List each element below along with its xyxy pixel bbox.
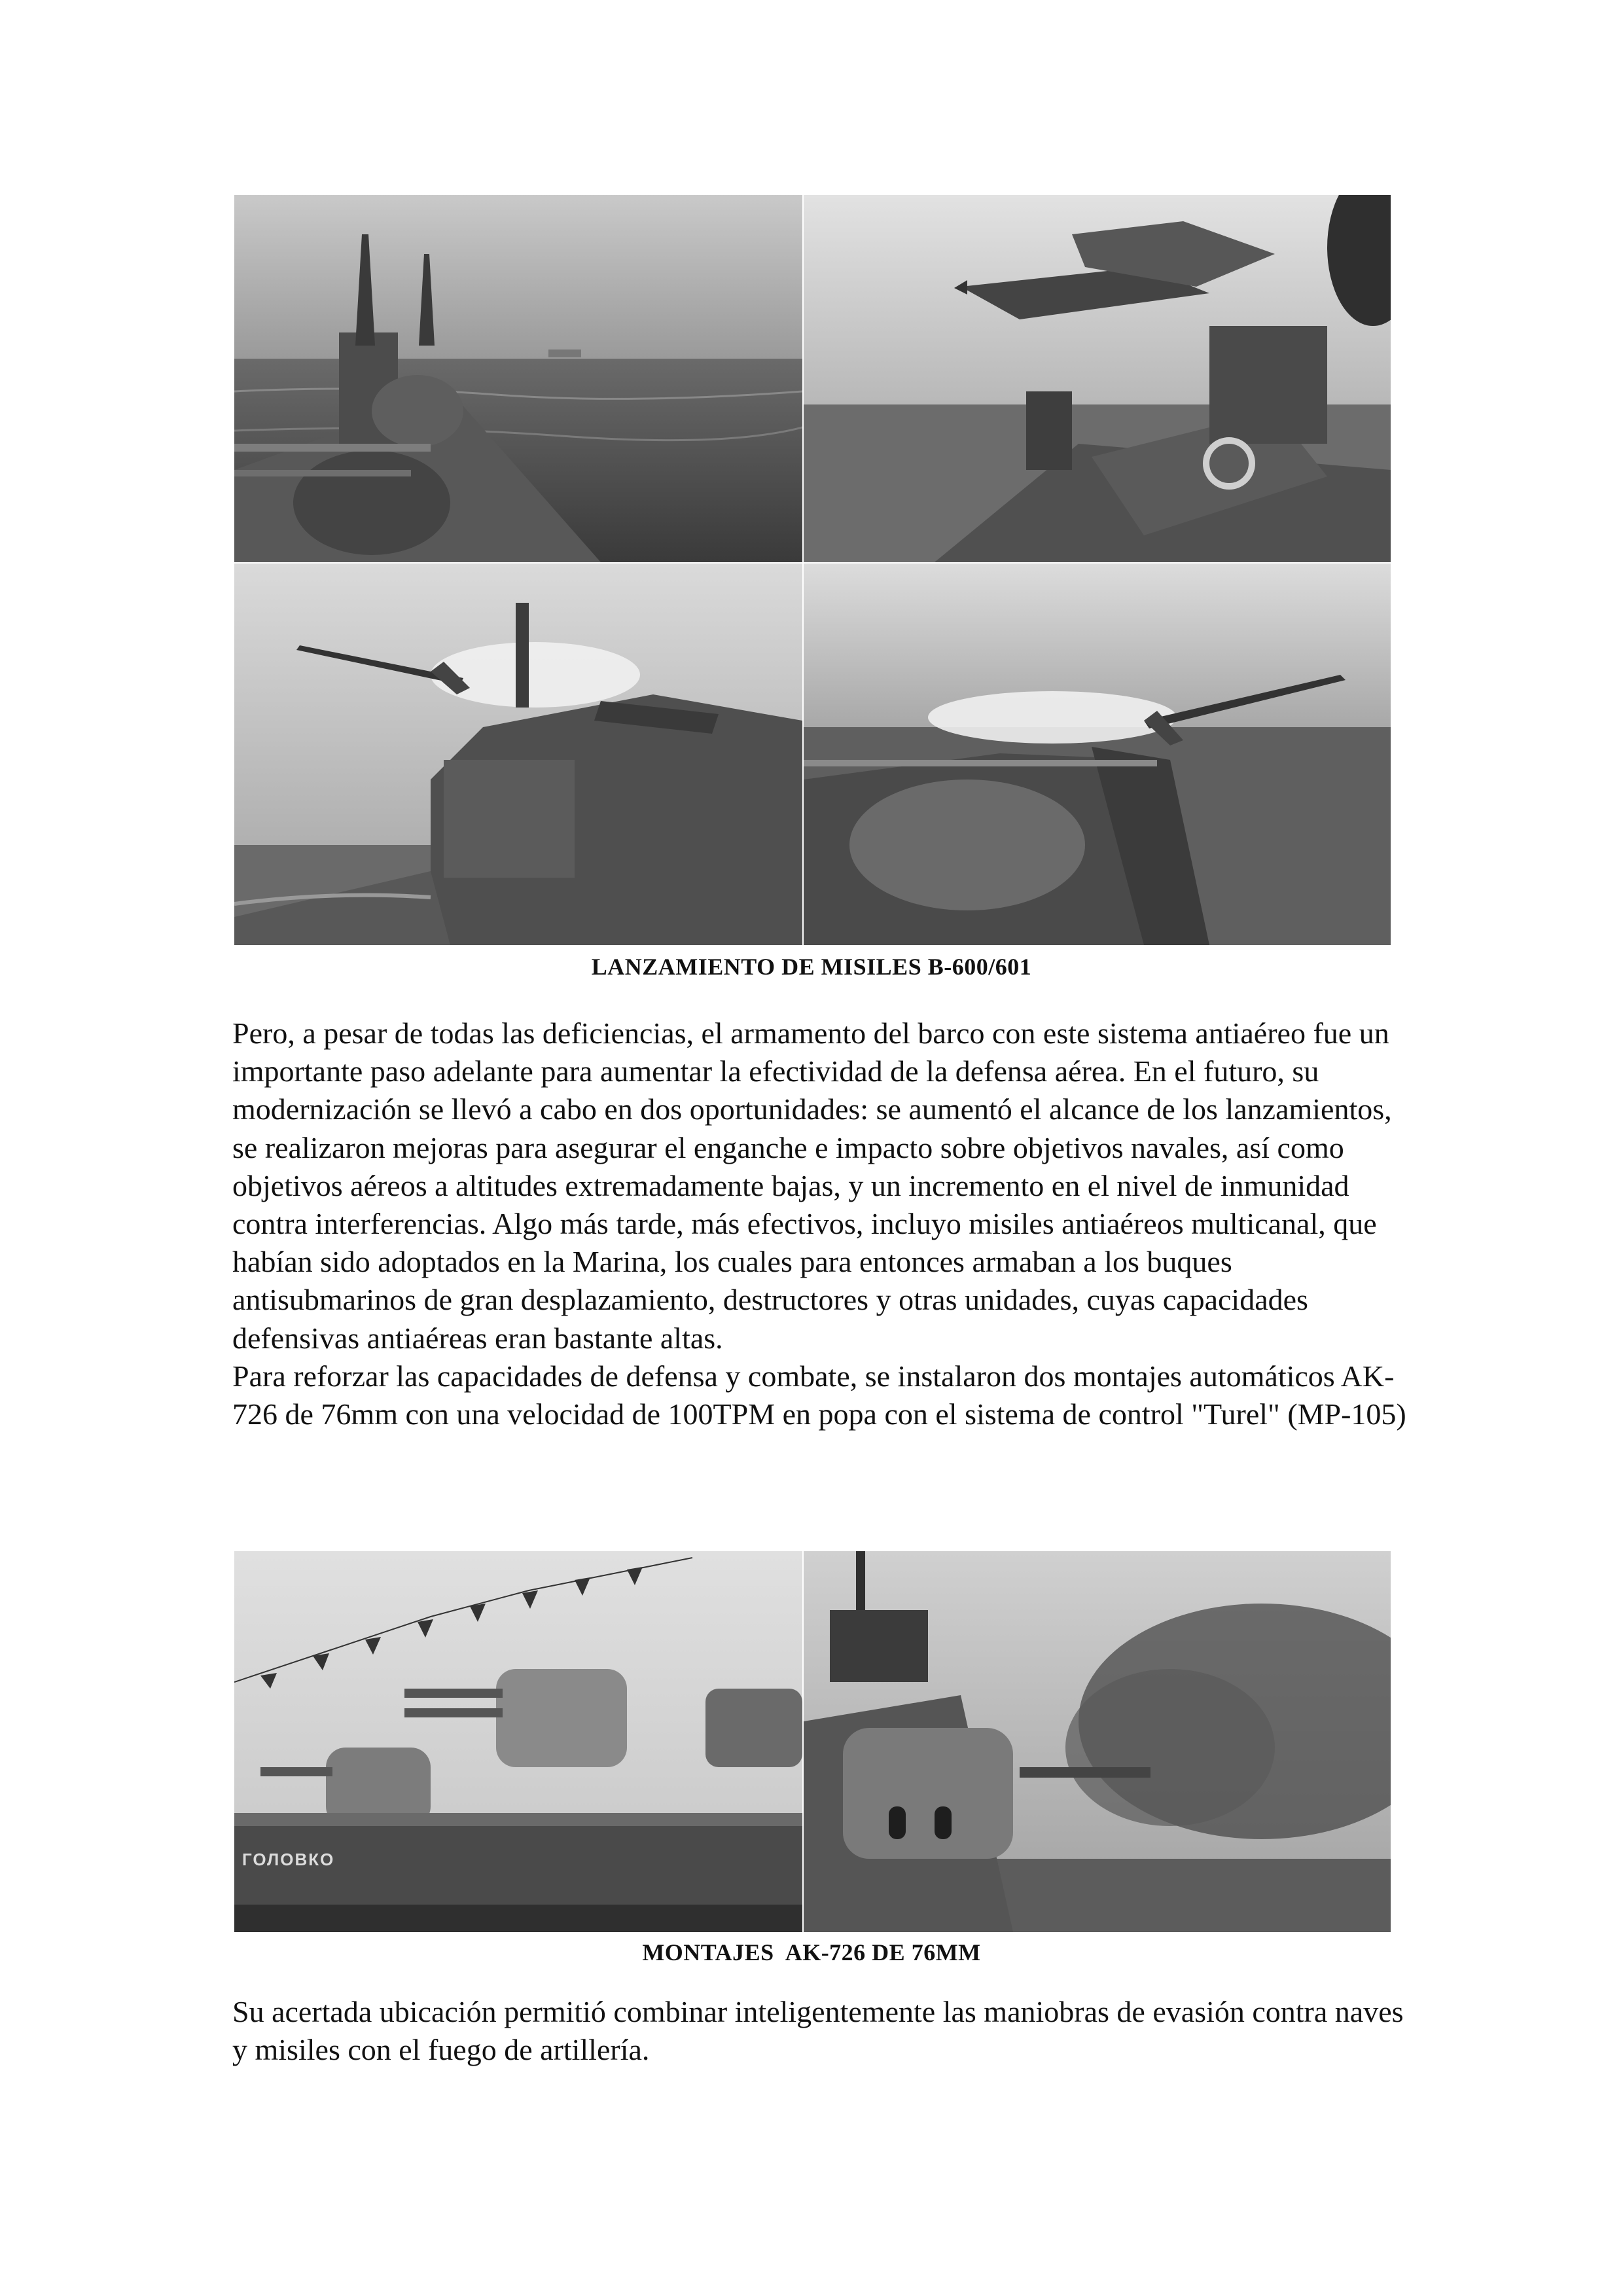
photo-missile-launch-stern-view (804, 564, 1391, 945)
paragraph-evasion-maneuvers: Su acertada ubicación permitió combinar inteligentemente las maniobras de evasión contra naves y misiles con el fuego de artillería. (232, 1995, 1404, 2067)
body-text-block (232, 1014, 1410, 1433)
hull-name-text: ГОЛОВКО (242, 1850, 335, 1869)
photo-ak726-firing (804, 1551, 1391, 1932)
paragraph-air-defense-modernization: Pero, a pesar de todas las deficiencias, el armamento del barco con este sistema antiaéreo fue un importante paso adelante para aumentar la efectividad de la defensa aérea. En el futuro, su modernización se llevó a cabo en dos oportunidades: se aumentó el alcance de los lanzamientos, se realizaron mejoras para asegurar el enganche e impacto sobre objetivos navales, así como objetivos aéreos a altitudes extremadamente bajas, y un incremento en el nivel de inmunidad contra interferencias. Algo más tarde, más efectivos, incluyo misiles antiaéreos multicanal, que habían sido adoptados en la Marina, los cuales para entonces armaban a los buques antisubmarinos de gran desplazamiento, destructores y otras unidades, cuyas capacidades defensivas antiaéreas eran bastante altas. (232, 1016, 1392, 1355)
photo-missile-launch-from-bow (234, 564, 802, 945)
photo-missile-on-launcher-arm (804, 195, 1391, 562)
figure-caption-ak726-mounts: MONTAJES AK-726 DE 76MM (642, 1939, 981, 1965)
photo-ak726-mounts-dressed-ship (234, 1551, 802, 1932)
figure-caption-missile-launch: LANZAMIENTO DE MISILES B-600/601 (591, 954, 1032, 980)
photo-missile-launcher-bow-view (234, 195, 802, 562)
paragraph-ak726-installation: Para reforzar las capacidades de defensa y combate, se instalaron dos montajes automáticos AK-726 de 76mm con una velocidad de 100TPM en popa con el sistema de control "Turel" (MP-105) (232, 1359, 1406, 1431)
closing-text-block (232, 1993, 1410, 2069)
